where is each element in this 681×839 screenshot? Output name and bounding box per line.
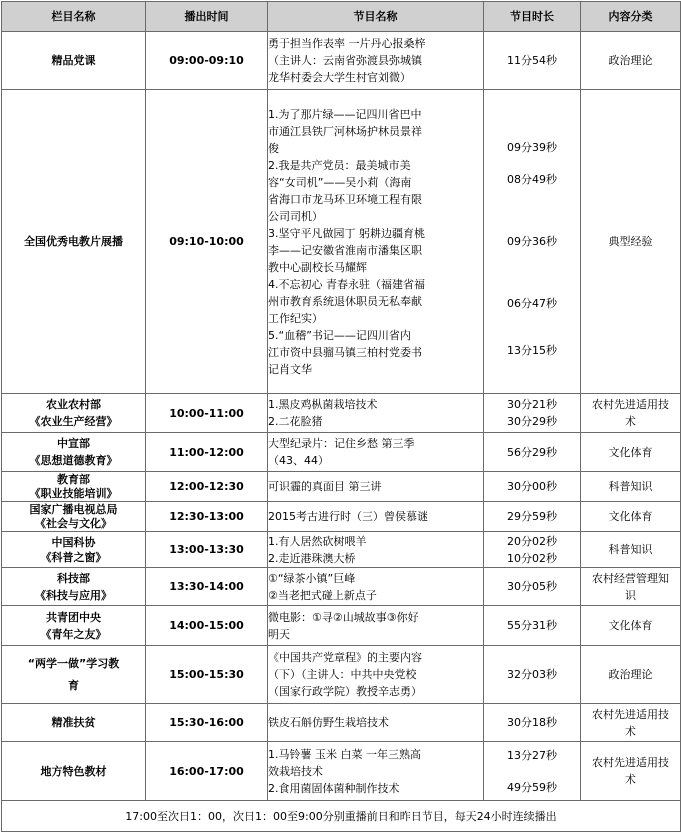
column-name-cell — [2, 433, 146, 472]
program-cell — [268, 568, 484, 606]
category-line: 政治理论 — [608, 54, 653, 67]
category-line: 典型经验 — [608, 235, 653, 248]
table-row — [2, 606, 681, 646]
program-line: ①“绿茶小镇”巨峰 — [268, 571, 356, 585]
column-name-line: 农业农村部 — [46, 398, 101, 411]
category-cell — [581, 502, 681, 532]
program-line: 2.食用菌固体菌种制作技术 — [268, 781, 400, 795]
program-line: 江市资中县骝马镇三柏村党委书 — [268, 345, 422, 359]
program-line: 可识霾的真面目 第三讲 — [268, 480, 382, 493]
column-name-line: 《科普之窗》 — [40, 550, 107, 564]
program-line: 铁皮石斛仿野生栽培技术 — [268, 716, 389, 729]
duration-value: 30分18秒 — [507, 716, 557, 729]
column-name-cell — [2, 704, 146, 742]
duration-value: 10分02秒 — [507, 551, 557, 565]
column-name-line: 中国科协 — [51, 535, 96, 549]
rebroadcast-note: 17:00至次日1：00，次日1：00至9:00分别重播前日和昨日节目，每天24小时连续播出 — [2, 801, 681, 832]
program-line: 2.二花脸猪 — [268, 415, 323, 428]
duration-cell — [484, 704, 581, 742]
program-line: 微电影：①寻②山城故事③你好 — [268, 610, 419, 624]
program-cell — [268, 90, 484, 394]
air-time-cell: 10:00-11:00 — [146, 394, 268, 433]
program-cell — [268, 394, 484, 433]
program-line: 2.走近港珠澳大桥 — [268, 551, 356, 565]
duration-cell — [484, 90, 581, 394]
program-cell — [268, 704, 484, 742]
duration-cell — [484, 742, 581, 801]
column-name-line: 共青团中央 — [46, 610, 101, 624]
duration-value: 13分27秒 — [507, 748, 557, 762]
duration-value: 11分54秒 — [507, 54, 557, 67]
category-line: 文化体育 — [608, 510, 653, 523]
air-time-cell: 11:00-12:00 — [146, 433, 268, 472]
column-name-cell — [2, 646, 146, 704]
program-cell — [268, 532, 484, 568]
program-line: 效栽培技术 — [268, 764, 323, 778]
air-time-cell: 12:00-12:30 — [146, 472, 268, 502]
table-row — [2, 568, 681, 606]
category-line: 识 — [625, 588, 636, 602]
category-cell — [581, 568, 681, 606]
spacer — [484, 764, 580, 779]
program-line: 省海口市龙马环卫环境工程有限 — [268, 192, 422, 206]
air-time-cell: 16:00-17:00 — [146, 742, 268, 801]
column-name-cell — [2, 742, 146, 801]
column-name-line: 育 — [68, 678, 79, 692]
header-category: 内容分类 — [581, 2, 681, 32]
spacer — [484, 327, 580, 342]
program-line: 1.马铃薯 玉米 白菜 一年三熟高 — [268, 747, 421, 761]
program-line: 公司司机） — [268, 209, 323, 223]
header-air-time: 播出时间 — [146, 2, 268, 32]
column-name-cell — [2, 394, 146, 433]
category-cell — [581, 606, 681, 646]
header-program-name: 节目名称 — [268, 2, 484, 32]
program-line: 龙华村委会大学生村官刘微） — [268, 71, 411, 84]
table-row — [2, 90, 681, 394]
program-line: 容“女司机”——吴小莉（海南 — [268, 175, 412, 189]
category-line: 文化体育 — [608, 619, 653, 632]
program-line: （下）（主讲人：中共中央党校 — [268, 668, 417, 681]
column-name-line: 《社会与文化》 — [35, 516, 112, 530]
column-name-line: 国家广播电视总局 — [29, 502, 118, 516]
duration-value: 30分29秒 — [507, 415, 557, 428]
program-line: 记肖文华 — [268, 362, 312, 376]
category-cell — [581, 433, 681, 472]
column-name-cell — [2, 568, 146, 606]
category-line: 术 — [625, 773, 636, 786]
column-name-cell — [2, 90, 146, 394]
duration-cell — [484, 532, 581, 568]
program-line: （国家行政学院）教授辛志勇） — [268, 685, 422, 698]
program-line: 工作纪实） — [268, 311, 323, 325]
air-time-cell: 09:00-09:10 — [146, 32, 268, 90]
duration-value: 09分36秒 — [507, 235, 557, 248]
program-line: 勇于担当作表率 一片丹心报桑梓 — [268, 37, 426, 50]
duration-value: 29分59秒 — [507, 510, 557, 523]
column-name-line: 全国优秀电教片展播 — [24, 235, 123, 248]
program-line: 1.有人居然砍树喂羊 — [268, 534, 367, 548]
table-row — [2, 646, 681, 704]
air-time-cell: 15:30-16:00 — [146, 704, 268, 742]
column-name-cell — [2, 532, 146, 568]
duration-cell — [484, 606, 581, 646]
column-name-line: 《农业生产经营》 — [29, 415, 118, 428]
program-cell — [268, 433, 484, 472]
duration-value: 20分02秒 — [507, 534, 557, 548]
duration-cell — [484, 502, 581, 532]
air-time-cell: 14:00-15:00 — [146, 606, 268, 646]
air-time-cell: 15:00-15:30 — [146, 646, 268, 704]
program-line: 大型纪录片：记住乡愁 第三季 — [268, 437, 415, 450]
table-row — [2, 433, 681, 472]
duration-cell — [484, 394, 581, 433]
spacer — [484, 250, 580, 265]
duration-value: 09分39秒 — [507, 141, 557, 154]
duration-cell — [484, 433, 581, 472]
category-line: 政治理论 — [608, 668, 653, 681]
duration-value: 30分05秒 — [507, 580, 557, 593]
category-cell — [581, 532, 681, 568]
air-time-cell: 13:00-13:30 — [146, 532, 268, 568]
program-cell — [268, 502, 484, 532]
program-line: 《中国共产党章程》的主要内容 — [268, 651, 422, 664]
duration-value: 49分59秒 — [507, 780, 557, 794]
air-time-cell: 09:10-10:00 — [146, 90, 268, 394]
category-cell — [581, 472, 681, 502]
program-line: 3.坚守平凡做园丁 躬耕边疆育桃 — [268, 226, 425, 240]
category-line: 农村先进适用技 — [592, 707, 669, 721]
column-name-line: 科技部 — [57, 571, 90, 585]
duration-value: 55分31秒 — [507, 619, 557, 632]
program-line: 2015考古进行时（三）曾侯慕谜 — [268, 510, 428, 523]
category-line: 文化体育 — [608, 445, 653, 459]
header-duration: 节目时长 — [484, 2, 581, 32]
program-line: 市通江县铁厂河林场护林员景祥 — [268, 124, 422, 138]
program-line: ②当老把式碰上新点子 — [268, 588, 377, 602]
duration-value: 30分00秒 — [507, 480, 557, 493]
program-cell — [268, 32, 484, 90]
column-name-line: 《科技与应用》 — [35, 588, 112, 602]
column-name-line: 《青年之友》 — [40, 627, 107, 641]
category-cell — [581, 704, 681, 742]
header-row — [2, 2, 681, 32]
column-name-line: 中宣部 — [57, 437, 90, 450]
duration-value: 32分03秒 — [507, 668, 557, 681]
program-cell — [268, 606, 484, 646]
program-cell — [268, 472, 484, 502]
category-cell — [581, 646, 681, 704]
column-name-cell — [2, 32, 146, 90]
spacer — [484, 124, 580, 139]
spacer — [484, 218, 580, 233]
spacer — [484, 265, 580, 280]
spacer — [484, 312, 580, 327]
program-line: （主讲人：云南省弥渡县弥城镇 — [268, 54, 422, 67]
column-name-line: “两学一做”学习教 — [27, 656, 120, 670]
table-row — [2, 472, 681, 502]
table-row — [2, 502, 681, 532]
program-cell — [268, 646, 484, 704]
program-line: 1.为了那片绿——记四川省巴中 — [268, 107, 422, 121]
program-line: 俊 — [268, 141, 279, 155]
program-cell — [268, 742, 484, 801]
spacer — [484, 188, 580, 203]
table-row — [2, 32, 681, 90]
category-line: 农村先进适用技 — [592, 398, 669, 411]
program-line: 1.黑皮鸡枞菌栽培技术 — [268, 398, 378, 411]
program-line: 李——记安徽省淮南市潘集区职 — [268, 243, 422, 257]
column-name-line: 《思想道德教育》 — [29, 454, 118, 467]
column-name-line: 精准扶贫 — [51, 716, 96, 729]
program-line: 教中心副校长马耀辉 — [268, 260, 367, 274]
footer-row — [2, 801, 681, 832]
spacer — [484, 280, 580, 295]
program-line: （43、44） — [268, 454, 329, 467]
column-name-line: 精品党课 — [51, 54, 96, 67]
table-row — [2, 532, 681, 568]
duration-value: 56分29秒 — [507, 445, 557, 459]
duration-cell — [484, 472, 581, 502]
duration-cell — [484, 646, 581, 704]
category-cell — [581, 742, 681, 801]
category-line: 术 — [625, 415, 636, 428]
air-time-cell: 12:30-13:00 — [146, 502, 268, 532]
air-time-cell: 13:30-14:00 — [146, 568, 268, 606]
schedule-table — [1, 1, 681, 832]
column-name-cell — [2, 606, 146, 646]
header-column-name: 栏目名称 — [2, 2, 146, 32]
category-cell — [581, 394, 681, 433]
table-row — [2, 704, 681, 742]
program-line: 2.我是共产党员：最美城市美 — [268, 158, 411, 172]
table-row — [2, 742, 681, 801]
category-line: 农村经营管理知 — [592, 571, 669, 585]
column-name-cell — [2, 472, 146, 502]
column-name-line: 教育部 — [57, 472, 90, 486]
duration-value: 08分49秒 — [507, 173, 557, 186]
duration-cell — [484, 568, 581, 606]
category-line: 科普知识 — [608, 480, 653, 493]
category-cell — [581, 90, 681, 394]
column-name-line: 地方特色教材 — [40, 764, 107, 778]
duration-value: 13分15秒 — [507, 344, 557, 357]
duration-value: 06分47秒 — [507, 297, 557, 310]
program-line: 5.“血稽”书记——记四川省内 — [268, 328, 411, 342]
table-row — [2, 394, 681, 433]
program-line: 州市教育系统退休职员无私奉献 — [268, 294, 422, 308]
duration-cell — [484, 32, 581, 90]
spacer — [484, 156, 580, 171]
column-name-cell — [2, 502, 146, 532]
program-line: 明天 — [268, 627, 290, 641]
category-line: 科普知识 — [608, 543, 653, 556]
duration-value: 30分21秒 — [507, 398, 557, 411]
category-cell — [581, 32, 681, 90]
column-name-line: 《职业技能培训》 — [29, 486, 118, 500]
spacer — [484, 203, 580, 218]
program-line: 4.不忘初心 青春永驻（福建省福 — [268, 277, 425, 291]
category-line: 术 — [625, 724, 636, 738]
category-line: 农村先进适用技 — [592, 756, 669, 769]
